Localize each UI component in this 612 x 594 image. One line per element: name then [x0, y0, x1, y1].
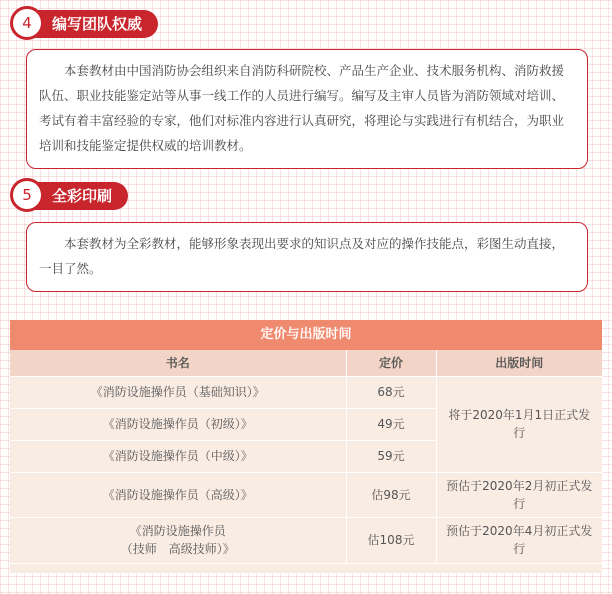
publish-date: 将于2020年1月1日正式发行 [436, 376, 602, 472]
book-name-line: 《消防设施操作员 [129, 524, 226, 539]
header-publish-date: 出版时间 [436, 350, 602, 376]
section-title: 全彩印刷 [24, 182, 128, 210]
book-price: 估108元 [346, 517, 436, 563]
table-title: 定价与出版时间 [10, 320, 602, 350]
section-title: 编写团队权威 [24, 10, 158, 38]
publish-date: 预估于2020年2月初正式发行 [436, 472, 602, 517]
print-description-box [26, 222, 588, 292]
header-book-name: 书名 [10, 350, 346, 376]
price-table-grid [10, 350, 602, 563]
book-name [10, 517, 346, 563]
header-price: 定价 [346, 350, 436, 376]
team-description: 本套教材由中国消防协会组织来自消防科研院校、产品生产企业、技术服务机构、消防救援队伍、职业技能鉴定站等从事一线工作的人员进行编写。编写及主审人员皆为消防领域对培训、考试有着丰富经验的专家，他们对标准内容进行认真研究，将理论与实践进行有机结合，为职业培训和技能鉴定提供权威的培训教材。 [39, 63, 565, 153]
table-bottom-strip [10, 563, 602, 573]
print-description: 本套教材为全彩教材，能够形象表现出要求的知识点及对应的操作技能点，彩图生动直接，一目了然。 [39, 236, 565, 276]
book-name: 《消防设施操作员（高级）》 [10, 472, 346, 517]
book-name: 《消防设施操作员（基础知识）》 [10, 376, 346, 408]
book-name-line: （技师 高级技师）》 [120, 542, 235, 557]
section-number-badge: 5 [10, 178, 44, 212]
book-name: 《消防设施操作员（中级）》 [10, 440, 346, 472]
table-header-row [10, 350, 602, 376]
table-row [10, 472, 602, 517]
team-description-box [26, 49, 588, 169]
book-name: 《消防设施操作员（初级）》 [10, 408, 346, 440]
table-row [10, 517, 602, 563]
book-price: 估98元 [346, 472, 436, 517]
section-number-badge: 4 [10, 6, 44, 40]
book-price: 59元 [346, 440, 436, 472]
table-row [10, 376, 602, 408]
book-price: 49元 [346, 408, 436, 440]
book-price: 68元 [346, 376, 436, 408]
price-table [10, 320, 602, 573]
publish-date: 预估于2020年4月初正式发行 [436, 517, 602, 563]
